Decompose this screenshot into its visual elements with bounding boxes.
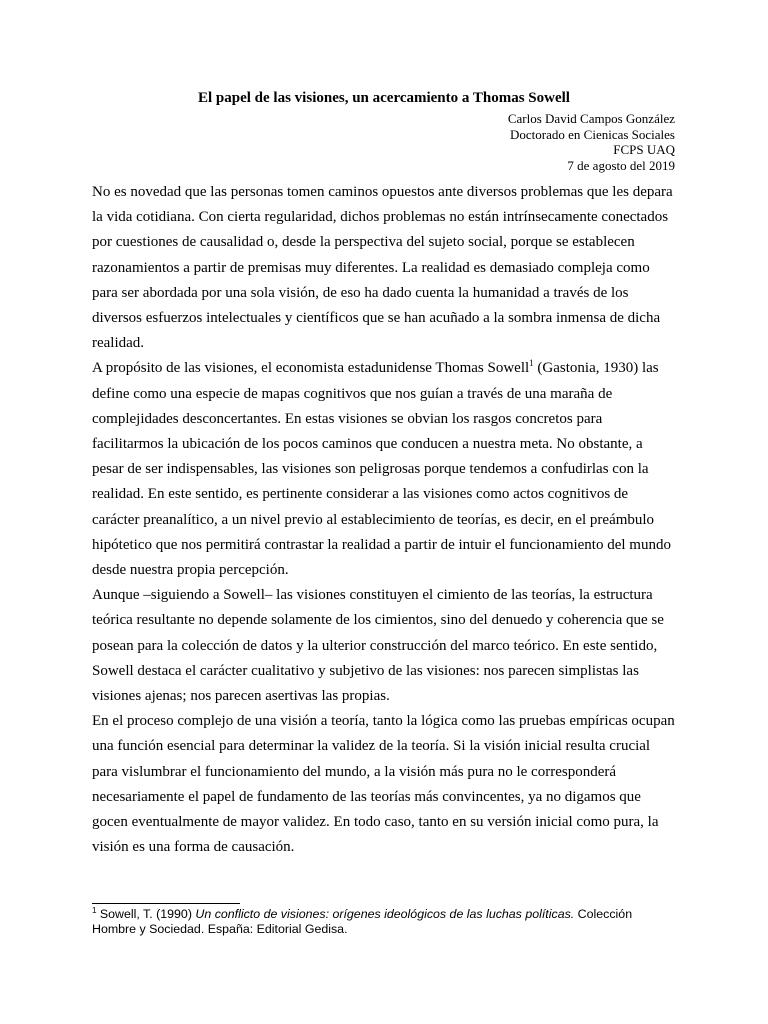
document-date: 7 de agosto del 2019 <box>567 157 675 173</box>
paragraph-2 <box>92 356 676 583</box>
paragraph-3: Aunque –siguiendo a Sowell– las visiones constituyen el cimiento de las teorías, la estructura teórica resultante no depende solamente de los cimientos, sino del denuedo y coherencia que se posean para la colección de datos y la ulterior construcción del marco teórico. En este sentido, Sowell destaca el carácter cualitativo y subjetivo de las visiones: nos parecen simplistas las visiones ajenas; nos parecen asertivas las propias. <box>92 587 664 705</box>
paragraph-2-text-before-note: A propósito de las visiones, el economista estadunidense Thomas Sowell <box>92 360 530 377</box>
author-program: Doctorado en Cienicas Sociales <box>510 126 675 142</box>
body-text <box>92 180 676 860</box>
footnote-divider <box>92 903 240 904</box>
footnote-lead: Sowell, T. (1990) <box>96 907 196 921</box>
footnote-book-title: Un conflicto de visiones: orígenes ideológicos de las luchas políticas. <box>195 907 575 921</box>
author-block <box>508 111 675 173</box>
footnote-marker: 1 <box>92 905 97 915</box>
document-title: El papel de las visiones, un acercamiento a Thomas Sowell <box>198 90 570 106</box>
author-name: Carlos David Campos González <box>507 111 675 126</box>
paragraph-1: No es novedad que las personas tomen caminos opuestos ante diversos problemas que les depara la vida cotidiana. Con cierta regularidad, dichos problemas no están intrínsecamente conectados por cuestiones de causalidad o, desde la perspectiva del sujeto social, porque se establecen razonamientos a partir de premisas muy diferentes. La realidad es demasiado compleja como para ser abordada por una sola visión, de eso ha dado cuenta la humanidad a través de los diversos esfuerzos intelectuales y científicos que se han acuñado a la sombra inmensa de dicha realidad. <box>92 184 673 352</box>
paragraph-2-text-after-note: (Gastonia, 1930) las define como una especie de mapas cognitivos que nos guían a través de una maraña de complejidades desconcertantes. En estas visiones se obvian los rasgos concretos para facilitarmos la ubicación de los pocos caminos que conducen a nuestra meta. No obstante, a pesar de ser indispensables, las visiones son peligrosas porque tendemos a confudirlas con la realidad. En este sentido, es pertinente considerar a las visiones como actos cognitivos de carácter preanalítico, a un nivel previo al establecimiento de teorías, es decir, en el preámbulo hipótetico que nos permitirá contrastar la realidad a partir de intuir el funcionamiento del mundo desde nuestra propia percepción. <box>92 360 671 579</box>
footnote-reference[interactable]: 1 <box>529 358 534 369</box>
paragraph-4: En el proceso complejo de una visión a teoría, tanto la lógica como las pruebas empíricas ocupan una función esencial para determinar la validez de la teoría. Si la visión inicial resulta crucial para vislumbrar el funcionamiento del mundo, a la visión más pura no le corresponderá necesariamente el papel de fundamento de las teorías más convincentes, ya no digamos que gocen eventualmente de mayor validez. En todo caso, tanto en su versión inicial como pura, la visión es una forma de causación. <box>92 713 675 856</box>
footnote <box>92 907 676 937</box>
author-institution: FCPS UAQ <box>613 142 675 157</box>
footnote-tail: Colección Hombre y Sociedad. España: Editorial Gedisa. <box>92 907 633 936</box>
